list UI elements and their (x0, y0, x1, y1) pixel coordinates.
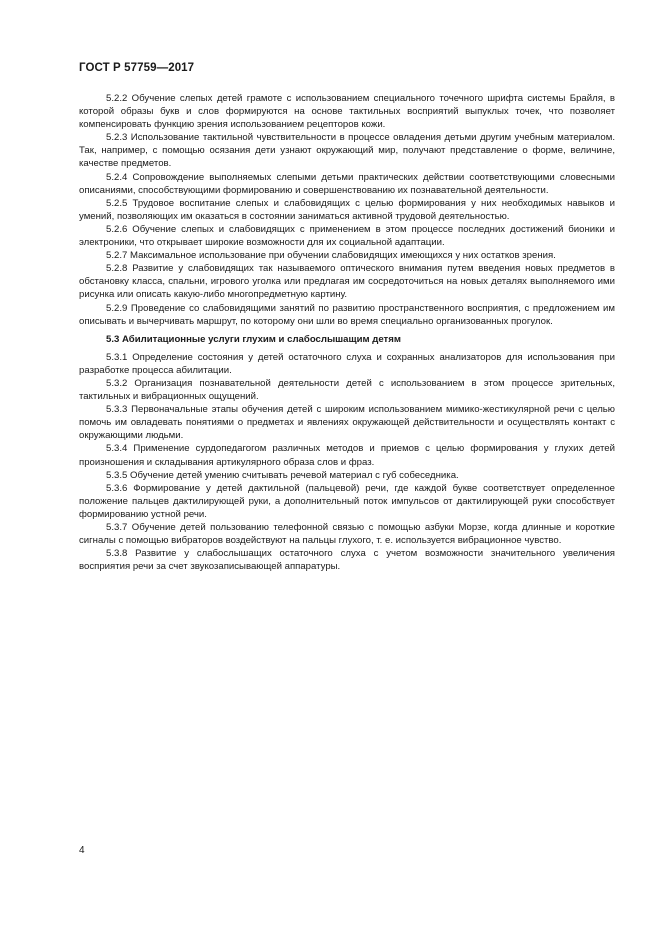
document-body (79, 92, 615, 573)
paragraph-5-3-4: 5.3.4 Применение сурдопедагогом различных методов и приемов с целью формирования у глухих детей произношения и складывания артикулярного образа слов и фраз. (79, 443, 615, 468)
paragraph-5-3-7: 5.3.7 Обучение детей пользованию телефонной связью с помощью азбуки Морзе, когда длинные и короткие сигналы с помощью вибраторов воздействуют на пальцы глухого, т. е. используется вибрационное чувство. (79, 522, 615, 547)
paragraph-5-2-3: 5.2.3 Использование тактильной чувствительности в процессе овладения детьми другим учебным материалом. Так, например, с помощью осязания дети узнают окружающий мир, получают представление о форме, величине, качестве предметов. (79, 132, 615, 170)
paragraph-5-3-6: 5.3.6 Формирование у детей дактильной (пальцевой) речи, где каждой букве соответствует определенное положение пальцев дактилирующей руки, а дополнительный поток импульсов от дактилирующей руки способствует формированию устной речи. (79, 482, 615, 520)
paragraph-5-2-6: 5.2.6 Обучение слепых и слабовидящих с применением в этом процессе последних достижений бионики и электроники, что открывает широкие возможности для их социальной адаптации. (79, 223, 615, 249)
paragraph-5-2-8: 5.2.8 Развитие у слабовидящих так называемого оптического внимания путем введения новых предметов в обстановку класса, спальни, игрового уголка или предлагая им сосредоточиться на новых деталях выполняемого ими рисунка или описать какую-либо многопредметную картину. (79, 263, 615, 301)
paragraph-5-3-8: 5.3.8 Развитие у слабослышащих остаточного слуха с учетом возможности значительного увеличения восприятия речи за счет звукозаписывающей аппаратуры. (79, 548, 615, 573)
paragraph-5-2-9: 5.2.9 Проведение со слабовидящими занятий по развитию пространственного восприятия, с предложением им описывать и вычерчивать маршрут, по которому они шли во время специально организованных прогулок. (79, 302, 615, 327)
paragraph-5-2-5: 5.2.5 Трудовое воспитание слепых и слабовидящих с целью формирования у них необходимых навыков и умений, позволяющих им оказаться в состоянии заниматься активной трудовой деятельностью. (79, 197, 615, 222)
paragraph-5-2-7: 5.2.7 Максимальное использование при обучении слабовидящих имеющихся у них остатков зрения. (106, 250, 556, 262)
paragraph-5-2-4: 5.2.4 Сопровождение выполняемых слепыми детьми практических действии соответствующими словесными описаниями, способствующими формированию и совершенствованию их познавательной деятельности. (79, 171, 615, 196)
paragraph-5-3-5: 5.3.5 Обучение детей умению считывать речевой материал с губ собеседника. (106, 469, 459, 481)
paragraph-5-3-2: 5.3.2 Организация познавательной деятельности детей с использованием в этом процессе зрительных, тактильных и вибрационных ощущений. (79, 377, 615, 403)
page-number: 4 (79, 845, 85, 856)
document-header-title: ГОСТ Р 57759—2017 (79, 62, 195, 74)
paragraph-5-3-1: 5.3.1 Определение состояния у детей остаточного слуха и сохранных анализаторов для использования при разработке процесса абилитации. (79, 351, 615, 376)
paragraph-5-3-3: 5.3.3 Первоначальные этапы обучения детей с широким использованием мимико-жестикулярной речи с целью помочь им овладевать понятиями о предметах и явлениях окружающей действительности и осуществлять контакт с окружающими людьми. (79, 404, 615, 442)
paragraph-5-2-2: 5.2.2 Обучение слепых детей грамоте с использованием специального точечного шрифта системы Брайля, в которой образы букв и слов формируются на основе тактильных восприятий выпуклых точек, что позволяет компенсировать функцию зрения использованием рецепторов кожи. (79, 93, 615, 131)
section-heading-5-3: 5.3 Абилитационные услуги глухим и слабослышащим детям (106, 333, 401, 345)
